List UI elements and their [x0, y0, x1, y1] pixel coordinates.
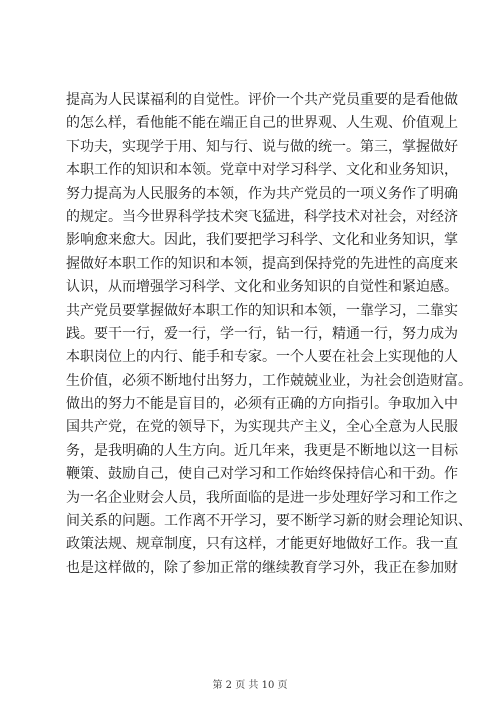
- text-line: 做出的努力不能是盲目的，必须有正确的方向指引。争取加入中: [66, 396, 458, 413]
- text-line: 握做好本职工作的知识和本领，提高到保持党的先进性的高度来: [66, 255, 458, 272]
- body-text: [66, 89, 472, 580]
- page-number-footer: 第 2 页 共 10 页: [212, 680, 288, 691]
- text-line: 下功夫，实现学于用、知与行、说与做的统一。第三，掌握做好: [66, 138, 458, 155]
- text-line: 鞭策、鼓励自己，使自己对学习和工作始终保持信心和干劲。作: [66, 466, 458, 483]
- text-line: 的怎么样，看他能不能在端正自己的世界观、人生观、价值观上: [66, 115, 458, 132]
- text-line: 也是这样做的，除了参加正常的继续教育学习外，我正在参加财: [66, 559, 458, 576]
- text-line: 政策法规、规章制度，只有这样，才能更好地做好工作。我一直: [66, 536, 458, 553]
- text-line: 生价值，必须不断地付出努力，工作兢兢业业，为社会创造财富。: [66, 372, 472, 389]
- text-line: 提高为人民谋福利的自觉性。评价一个共产党员重要的是看他做: [66, 92, 458, 108]
- text-line: 努力提高为人民服务的本领，作为共产党员的一项义务作了明确: [66, 185, 458, 202]
- text-line: 本职工作的知识和本领。党章中对学习科学、文化和业务知识，: [66, 162, 458, 179]
- text-line: 务，是我明确的人生方向。近几年来，我更是不断地以这一目标: [66, 442, 458, 459]
- text-line: 影响愈来愈大。因此，我们要把学习科学、文化和业务知识，掌: [66, 232, 458, 249]
- text-line: 间关系的问题。工作离不开学习，要不断学习新的财会理论知识、: [66, 513, 472, 530]
- text-line: 的规定。当今世界科学技术突飞猛进，科学技术对社会，对经济: [66, 208, 458, 225]
- text-line: 践。要干一行，爱一行，学一行，钻一行，精通一行，努力成为: [66, 325, 458, 342]
- text-line: 共产党员要掌握做好本职工作的知识和本领，一靠学习，二靠实: [66, 302, 458, 319]
- text-line: 认识，从而增强学习科学、文化和业务知识的自觉性和紧迫感。: [66, 279, 458, 296]
- text-line: 为一名企业财会人员，我所面临的是进一步处理好学习和工作之: [66, 489, 458, 506]
- text-line: 本职岗位上的内行、能手和专家。一个人要在社会上实现他的人: [66, 349, 458, 366]
- text-line: 国共产党，在党的领导下，为实现共产主义，全心全意为人民服: [66, 419, 458, 436]
